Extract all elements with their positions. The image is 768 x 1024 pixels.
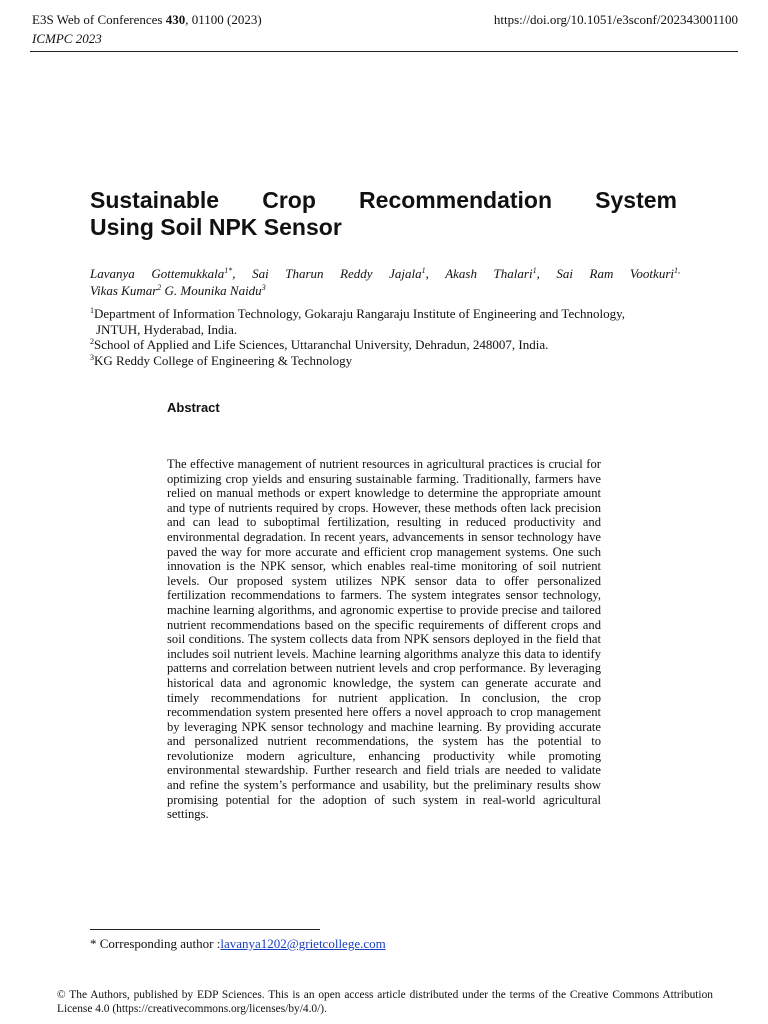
affiliation-2: $^2$School of Applied and Life Sciences, Uttaranchal University, Dehradun, 248007, India. bbox=[90, 337, 549, 352]
journal-name: E3S Web of Conferences bbox=[32, 12, 166, 27]
affiliation-1: $^1$Department of Information Technology, Gokaraju Rangaraju Institute of Engineering and Technology, bbox=[90, 306, 626, 321]
header-divider bbox=[30, 51, 738, 52]
author-list bbox=[90, 265, 680, 299]
journal-volume: 430 bbox=[165, 12, 186, 27]
author-line-1 bbox=[90, 265, 680, 282]
doi-link[interactable]: https://doi.org/10.1051/e3sconf/202343001100 bbox=[493, 12, 738, 27]
paper-title bbox=[90, 187, 677, 241]
author-affil-mark: 1, bbox=[673, 266, 680, 275]
footnote-label: * Corresponding author : bbox=[90, 936, 221, 951]
author-affil-mark: 2 bbox=[157, 283, 162, 292]
journal-citation bbox=[32, 12, 262, 28]
author-name: , Sai Tharun Reddy Jajala bbox=[232, 266, 422, 281]
author-affil-mark: 1* bbox=[224, 266, 233, 275]
affiliation-3: $^3$KG Reddy College of Engineering & Technology bbox=[90, 352, 353, 368]
author-affil-mark: 1 bbox=[532, 266, 537, 275]
author-name: , Akash Thalari bbox=[425, 266, 533, 281]
affiliation-1-continued: JNTUH, Hyderabad, India. bbox=[96, 321, 238, 337]
abstract-heading: Abstract bbox=[167, 400, 220, 415]
author-affil-mark: 3 bbox=[261, 283, 266, 292]
author-name: Lavanya Gottemukkala bbox=[90, 266, 225, 281]
author-affil-mark: 1 bbox=[421, 266, 426, 275]
author-name: G. Mounika Naidu bbox=[161, 283, 262, 298]
author-email-link[interactable]: lavanya1202@grietcollege.com bbox=[220, 936, 386, 951]
author-line-2 bbox=[90, 282, 680, 299]
journal-issue-year: , 01100 (2023) bbox=[185, 12, 262, 27]
corresponding-author-footnote bbox=[90, 936, 386, 952]
abstract-text: The effective management of nutrient resources in agricultural practices is crucial for optimizing crop yields and ensuring sustainable farming. Traditionally, farmers have relied on manual methods or expert knowledge to determine the appropriate amount and type of nutrients required by crops. However, these methods often lack precision and can lead to suboptimal fertilization, resulting in reduced productivity and environmental degradation. In recent years, advancements in sensor technology have paved the way for more accurate and efficient crop management systems. One such innovation is the NPK sensor, which enables real-time monitoring of soil nutrient levels. Our proposed system utilizes NPK sensor data to offer personalized fertilization recommendations to farmers. The system integrates sensor technology, machine learning algorithms, and agronomic expertise to provide precise and tailored nutrient recommendations based on the specific requirements of different crops and soil conditions. The system collects data from NPK sensors deployed in the field that includes soil nutrient levels. Machine learning algorithms analyze this data to identify patterns and correlation between nutrient levels and crop performance. By leveraging historical data and agronomic knowledge, the system can generate accurate and timely recommendations for nutrient application. In conclusion, the crop recommendation system presented here offers a novel approach to crop management by leveraging NPK sensor technology and machine learning. By providing accurate and personalized nutrient recommendations, the system has the potential to revolutionize modern agriculture, enhancing productivity while promoting environmental stewardship. Further research and field trials are needed to validate and refine the system’s performance and usability, but the preliminary results show promising potential for the adoption of such system in real-world agricultural settings. bbox=[167, 457, 601, 822]
author-name: Vikas Kumar bbox=[90, 283, 158, 298]
affiliation-list bbox=[90, 306, 690, 368]
title-line-1: Sustainable Crop Recommendation System bbox=[90, 187, 677, 213]
license-notice: © The Authors, published by EDP Sciences. This is an open access article distributed under the terms of the Creative Commons Attribution License 4.0 (https://creativecommons.org/licenses/by/4.0/). bbox=[57, 989, 713, 1015]
conference-name: ICMPC 2023 bbox=[32, 31, 102, 46]
title-line-2: Using Soil NPK Sensor bbox=[90, 214, 342, 240]
footnote-divider bbox=[90, 929, 320, 930]
author-name: , Sai Ram Vootkuri bbox=[536, 266, 674, 281]
